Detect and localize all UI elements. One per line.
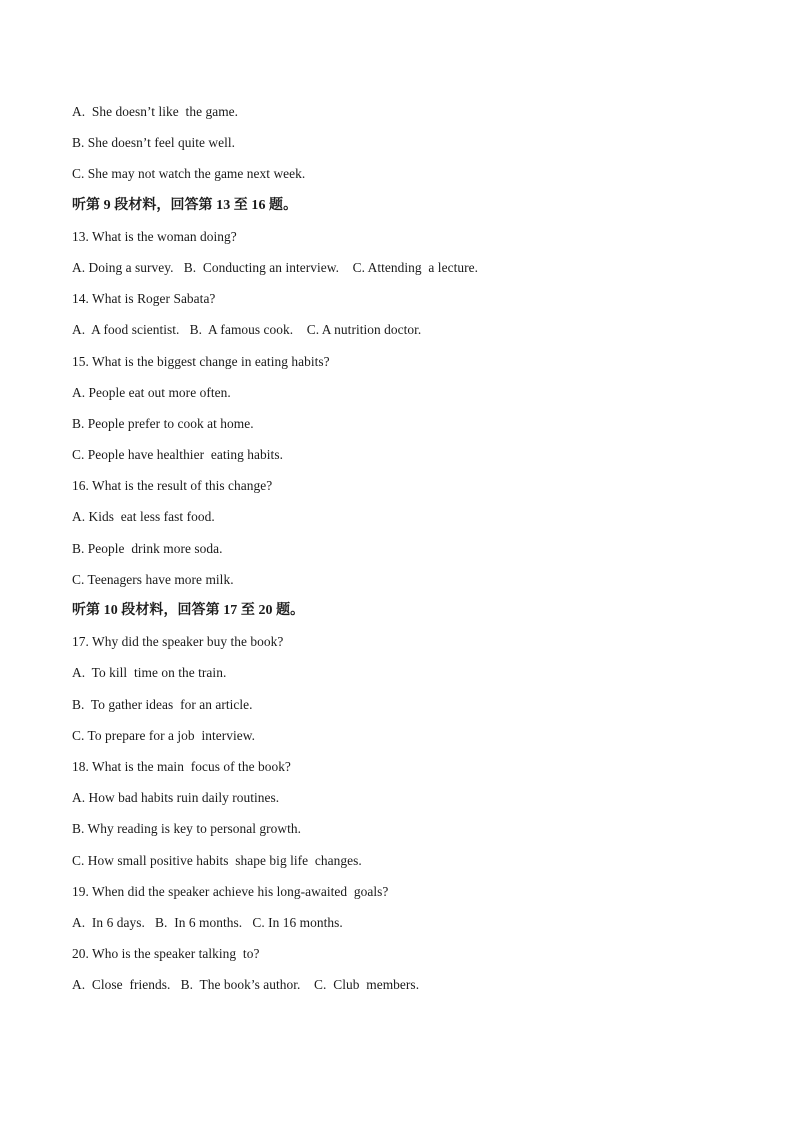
- question-text: 17. Why did the speaker buy the book?: [72, 634, 284, 650]
- question-text: 16. What is the result of this change?: [72, 478, 273, 494]
- option-line: C. How small positive habits shape big life changes.: [72, 852, 362, 868]
- question-text: 13. What is the woman doing?: [72, 228, 237, 244]
- question-text: 20. Who is the speaker talking to?: [72, 946, 260, 962]
- question-text: 15. What is the biggest change in eating habits?: [72, 353, 330, 369]
- exam-page: [72, 103, 732, 1007]
- option-line: C. To prepare for a job interview.: [72, 727, 256, 743]
- option-line: A. How bad habits ruin daily routines.: [72, 790, 280, 806]
- option-line: B. People drink more soda.: [72, 540, 223, 556]
- option-line: A. Close friends. B. The book’s author. C. Club members.: [72, 977, 420, 993]
- option-line: A. In 6 days. B. In 6 months. C. In 16 months.: [72, 914, 343, 930]
- option-line: A. Doing a survey. B. Conducting an interview. C. Attending a lecture.: [72, 259, 478, 275]
- question-text: 19. When did the speaker achieve his long-awaited goals?: [72, 883, 389, 899]
- option-line: C. People have healthier eating habits.: [72, 447, 283, 463]
- question-text: 14. What is Roger Sabata?: [72, 291, 216, 307]
- option-line: A. Kids eat less fast food.: [72, 509, 215, 525]
- option-line: C. Teenagers have more milk.: [72, 571, 234, 587]
- option-line: B. She doesn’t feel quite well.: [72, 135, 236, 151]
- question-text: 18. What is the main focus of the book?: [72, 758, 291, 774]
- option-line: B. People prefer to cook at home.: [72, 415, 254, 431]
- option-line: B. Why reading is key to personal growth.: [72, 821, 302, 837]
- section-heading: 听第 9 段材料，回答第 13 至 16 题。: [72, 197, 298, 213]
- option-line: A. A food scientist. B. A famous cook. C. A nutrition doctor.: [72, 322, 422, 338]
- option-line: A. She doesn’t like the game.: [72, 104, 239, 119]
- option-line: A. People eat out more often.: [72, 384, 231, 400]
- option-line: B. To gather ideas for an article.: [72, 696, 253, 712]
- option-line: C. She may not watch the game next week.: [72, 166, 306, 182]
- section-heading: 听第 10 段材料，回答第 17 至 20 题。: [72, 603, 305, 618]
- option-line: A. To kill time on the train.: [72, 665, 227, 681]
